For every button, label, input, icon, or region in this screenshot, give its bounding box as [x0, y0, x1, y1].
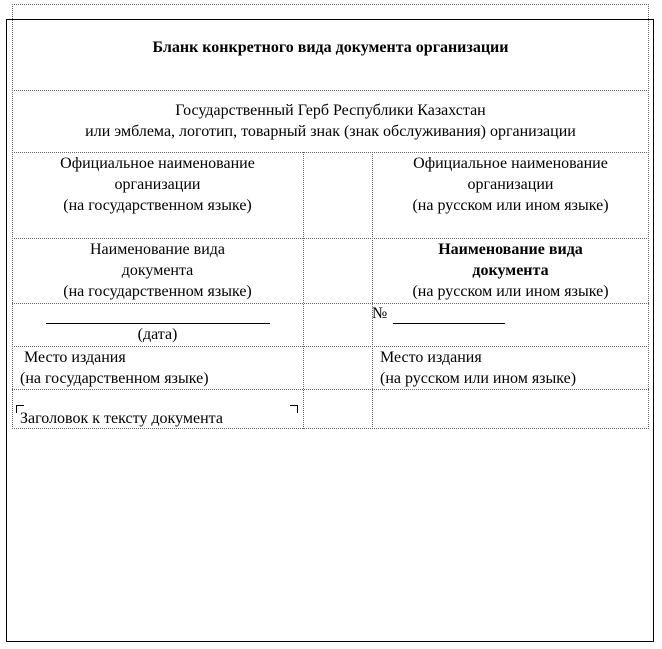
number-field: [372, 303, 649, 346]
row-divider: [12, 389, 649, 390]
org-name-state-line: (на государственном языке): [63, 197, 252, 214]
number-sign: №: [372, 305, 388, 322]
org-name-state-line: организации: [114, 176, 201, 193]
heading-field: [20, 407, 300, 429]
date-label: (дата): [137, 326, 178, 343]
heading-label: Заголовок к тексту документа: [20, 409, 223, 427]
doc-type-state-line: Наименование вида: [89, 241, 226, 258]
doc-type-state-line: (на государственном языке): [63, 283, 252, 300]
org-name-russian-line: Официальное наименование: [413, 155, 608, 172]
place-state-line: Место издания: [24, 348, 126, 366]
org-name-russian-line: (на русском или ином языке): [412, 197, 609, 214]
number-blank-line: [393, 303, 505, 324]
org-name-russian-line: организации: [467, 176, 554, 193]
emblem-line-2: или эмблема, логотип, товарный знак (знак обслуживания) организации: [85, 123, 576, 140]
column-divider: [303, 152, 304, 429]
document-form-template: [12, 4, 649, 429]
form-title: Бланк конкретного вида документа организации: [152, 38, 509, 56]
place-state: [20, 346, 303, 389]
org-name-state-line: Официальное наименование: [60, 155, 255, 172]
org-name-russian: [372, 152, 649, 239]
date-blank-line: [46, 303, 270, 324]
doc-type-russian-line: документа: [472, 262, 549, 279]
doc-type-russian-line: (на русском или ином языке): [412, 283, 609, 300]
place-russian-line: Место издания: [380, 348, 482, 366]
org-name-state: [12, 152, 303, 239]
emblem-block: [12, 90, 649, 152]
doc-type-russian-line: Наименование вида: [438, 241, 583, 258]
place-state-line: (на государственном языке): [20, 369, 209, 387]
emblem-line-1: Государственный Герб Республики Казахстан: [175, 102, 486, 119]
date-field: [12, 303, 303, 346]
doc-type-russian: [372, 238, 649, 303]
doc-type-state-line: документа: [121, 262, 194, 279]
place-russian-line: (на русском или ином языке): [380, 369, 577, 387]
place-russian: [380, 346, 649, 389]
doc-type-state: [12, 238, 303, 303]
